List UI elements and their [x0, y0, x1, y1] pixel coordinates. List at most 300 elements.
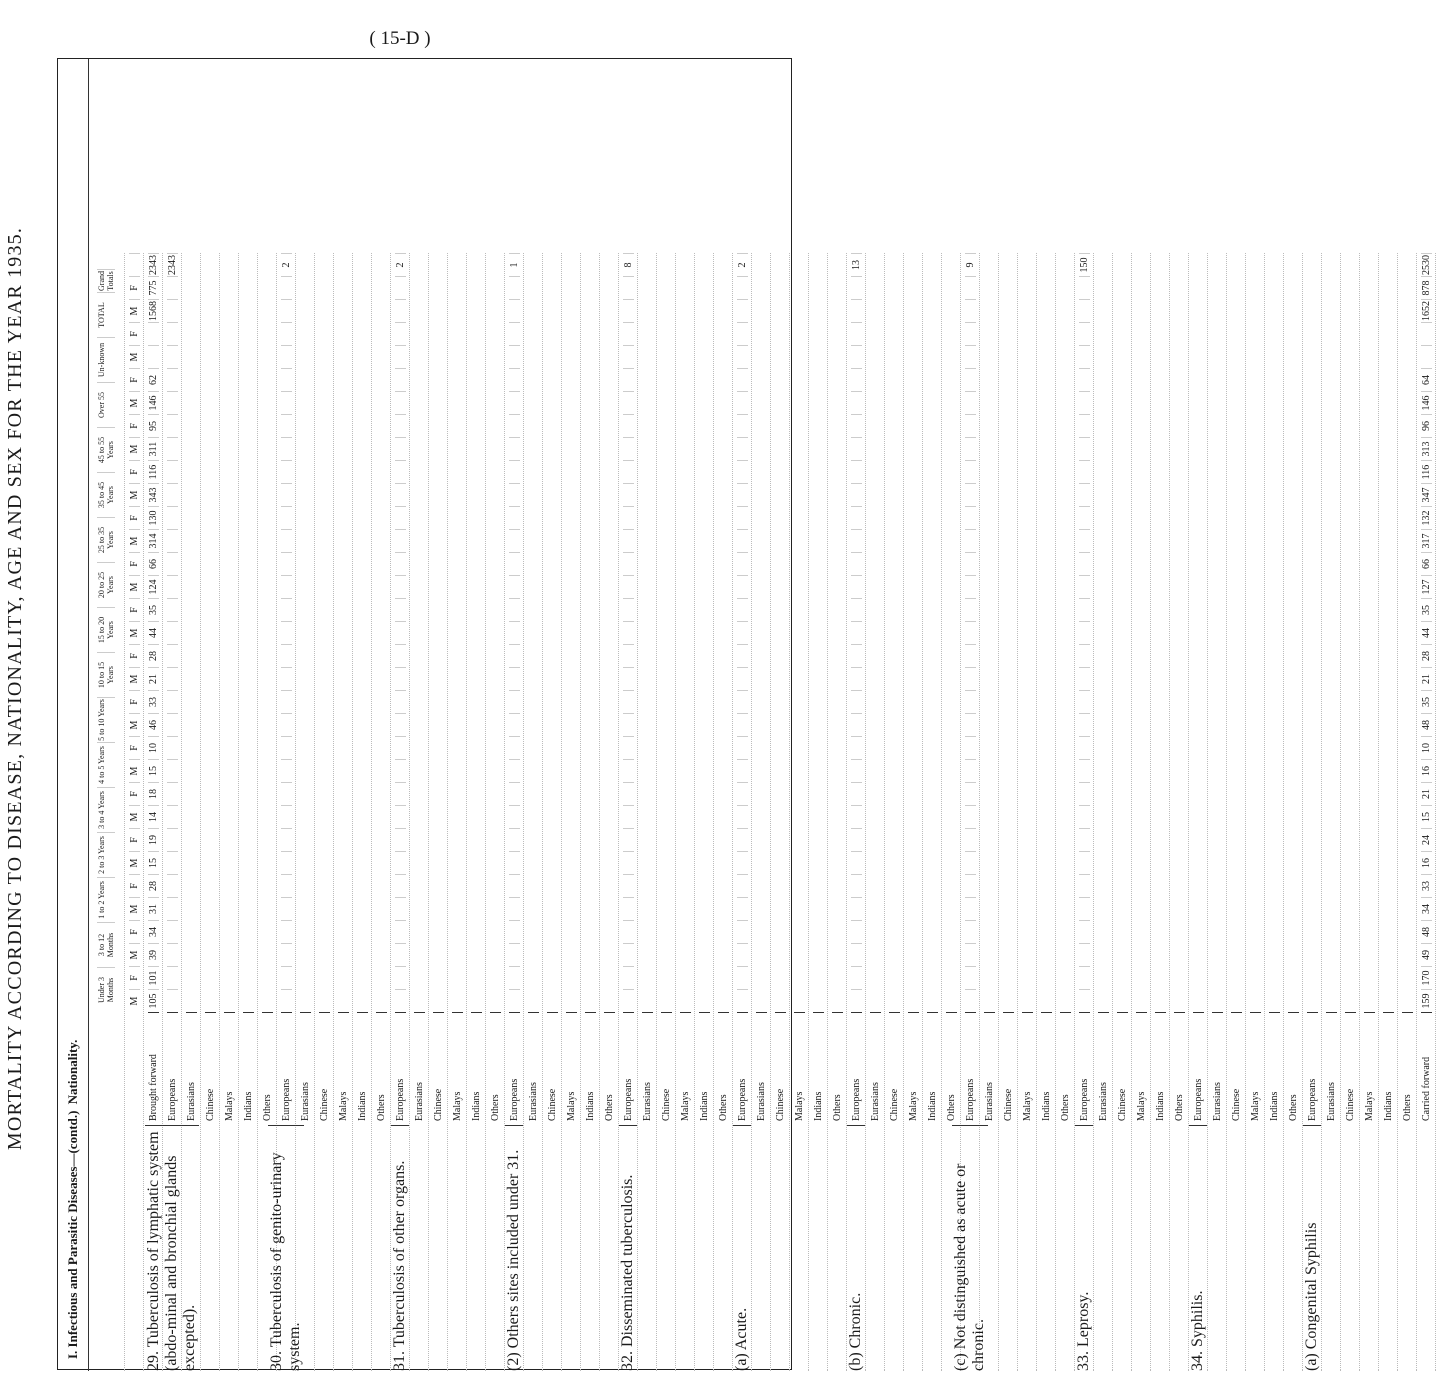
value-cell — [395, 414, 406, 437]
value-cell — [395, 644, 406, 667]
value-cell: 28 — [1421, 644, 1432, 667]
value-cell — [623, 529, 634, 552]
nationality-cell: Chinese — [661, 1012, 672, 1125]
nationality-cell: Indians — [699, 1012, 710, 1125]
value-cell — [395, 299, 406, 322]
value-cell — [851, 391, 862, 414]
value-cell — [1079, 529, 1090, 552]
nationality-row — [1303, 253, 1322, 1371]
age-group-label: Over 55 — [97, 382, 115, 427]
page-title — [2, 0, 28, 1377]
value-cell — [737, 276, 748, 299]
age-group-label: 20 to 25 Years — [97, 562, 115, 607]
value-cell — [1079, 759, 1090, 782]
value-cell — [851, 782, 862, 805]
value-cell — [509, 874, 520, 897]
value-cell — [395, 989, 406, 1012]
nationality-cell: Malays — [224, 1012, 235, 1125]
value-cell — [395, 391, 406, 414]
nationality-row — [1379, 253, 1398, 1371]
value-cell — [1079, 989, 1090, 1012]
value-cell — [395, 966, 406, 989]
value-cell: 64 — [1421, 368, 1432, 391]
value-cell: 311 — [148, 437, 159, 460]
value-cell: M — [129, 621, 140, 644]
value-cell — [509, 460, 520, 483]
value-cell: F — [129, 276, 140, 299]
value-cell — [281, 276, 292, 299]
value-cell — [737, 598, 748, 621]
value-cell — [1079, 575, 1090, 598]
value-cell: 96 — [1421, 414, 1432, 437]
value-cell — [395, 437, 406, 460]
value-cell — [623, 621, 634, 644]
value-cell — [167, 529, 178, 552]
value-cell — [965, 920, 976, 943]
value-cell — [623, 368, 634, 391]
value-cell — [737, 920, 748, 943]
value-cell — [737, 552, 748, 575]
value-cell — [1079, 805, 1090, 828]
mortality-table — [57, 58, 1432, 1371]
value-cell — [965, 828, 976, 851]
value-cell — [1079, 874, 1090, 897]
value-cell — [509, 345, 520, 368]
nationality-row — [201, 253, 220, 1371]
value-cell: F — [129, 690, 140, 713]
nationality-row — [391, 253, 410, 1371]
nationality-row — [1170, 253, 1189, 1371]
value-cell — [509, 368, 520, 391]
value-cell — [737, 966, 748, 989]
value-cell — [281, 805, 292, 828]
value-cell — [281, 828, 292, 851]
nationality-cell: Malays — [680, 1012, 691, 1125]
value-cell — [281, 759, 292, 782]
nationality-cell: Brought forward — [148, 1012, 159, 1125]
nationality-cell: Chinese — [205, 1012, 216, 1125]
nationality-cell: Indians — [471, 1012, 482, 1125]
value-cell — [509, 989, 520, 1012]
value-cell — [509, 391, 520, 414]
nationality-cell: Indians — [243, 1012, 254, 1125]
value-cell — [509, 575, 520, 598]
value-cell — [965, 713, 976, 736]
value-cell — [623, 322, 634, 345]
value-cell — [623, 851, 634, 874]
nationality-row — [771, 253, 790, 1371]
nationality-cell: Malays — [1136, 1012, 1147, 1125]
value-cell — [509, 828, 520, 851]
nationality-row — [904, 253, 923, 1371]
value-cell — [851, 713, 862, 736]
value-cell — [1079, 897, 1090, 920]
value-cell: 159 — [1421, 989, 1432, 1012]
value-cell: 33 — [1421, 874, 1432, 897]
nationality-cell: Malays — [452, 1012, 463, 1125]
nationality-row — [600, 253, 619, 1371]
value-cell — [851, 736, 862, 759]
value-cell — [395, 621, 406, 644]
value-cell — [281, 345, 292, 368]
value-cell — [395, 529, 406, 552]
value-cell — [281, 851, 292, 874]
nationality-cell: Europeans — [1079, 1012, 1090, 1125]
value-cell — [509, 506, 520, 529]
value-cell: 49 — [1421, 943, 1432, 966]
value-cell: M — [129, 529, 140, 552]
value-cell — [851, 506, 862, 529]
nationality-row — [1208, 253, 1227, 1371]
value-cell: 105 — [148, 989, 159, 1012]
nationality-cell: Malays — [338, 1012, 349, 1125]
value-cell — [851, 437, 862, 460]
value-cell: 35 — [1421, 690, 1432, 713]
value-cell: F — [129, 506, 140, 529]
value-cell — [737, 414, 748, 437]
value-cell — [167, 575, 178, 598]
value-cell — [395, 575, 406, 598]
value-cell — [167, 736, 178, 759]
value-cell — [623, 782, 634, 805]
value-cell: 1652 — [1420, 301, 1432, 321]
nationality-row — [448, 253, 467, 1371]
value-cell — [737, 345, 748, 368]
value-cell — [1079, 782, 1090, 805]
nationality-cell: Chinese — [1003, 1012, 1014, 1125]
nationality-cell: Malays — [908, 1012, 919, 1125]
page-title-text: MORTALITY ACCORDING TO DISEASE, NATIONALITY, AGE AND SEX FOR THE YEAR 1935. — [4, 226, 26, 1151]
value-cell — [1079, 322, 1090, 345]
nationality-cell: Europeans — [509, 1012, 520, 1125]
value-cell — [965, 759, 976, 782]
nationality-row — [1018, 253, 1037, 1371]
value-cell — [281, 391, 292, 414]
value-cells — [281, 253, 292, 1012]
value-cell — [737, 529, 748, 552]
nationality-cell: Malays — [794, 1012, 805, 1125]
nationality-row — [1265, 253, 1284, 1371]
value-cell — [623, 575, 634, 598]
nationality-cell: Chinese — [775, 1012, 786, 1125]
value-cell — [281, 667, 292, 690]
nationality-row — [1360, 253, 1379, 1371]
value-cell — [965, 805, 976, 828]
value-cell — [281, 690, 292, 713]
value-cell — [1079, 621, 1090, 644]
cause-cell: 34. Syphilis. — [1189, 1125, 1207, 1371]
value-cell: M — [129, 897, 140, 920]
nationality-cell: Europeans — [281, 1012, 292, 1125]
nationality-cell: Others — [1174, 1012, 1185, 1125]
value-cell — [281, 920, 292, 943]
value-cell — [1079, 966, 1090, 989]
value-cells — [623, 253, 634, 1012]
value-cell — [281, 529, 292, 552]
value-cell: 10 — [148, 736, 159, 759]
value-cell — [851, 368, 862, 391]
value-cell — [1079, 276, 1090, 299]
value-cell — [509, 299, 520, 322]
nationality-row — [790, 253, 809, 1371]
value-cell: 95 — [148, 414, 159, 437]
nationality-cell: Chinese — [547, 1012, 558, 1125]
value-cell — [1079, 460, 1090, 483]
nationality-row — [733, 253, 752, 1371]
value-cell — [395, 782, 406, 805]
value-cell — [167, 322, 178, 345]
value-cell: 21 — [1421, 782, 1432, 805]
value-cells — [1421, 253, 1432, 1012]
value-cell — [281, 621, 292, 644]
value-cell — [851, 598, 862, 621]
nationality-row — [638, 253, 657, 1371]
nationality-cell: Chinese — [1345, 1012, 1356, 1125]
value-cell: 18 — [148, 782, 159, 805]
nationality-cell: Eurasians — [642, 1012, 653, 1125]
value-cell — [167, 920, 178, 943]
value-cell — [623, 414, 634, 437]
value-cell: 8 — [623, 253, 634, 276]
rotated-table — [58, 59, 1432, 1371]
value-cell — [851, 552, 862, 575]
value-cell: M — [129, 437, 140, 460]
value-cell: 16 — [1421, 759, 1432, 782]
value-cell — [737, 460, 748, 483]
value-cell: F — [129, 322, 140, 345]
value-cell — [167, 897, 178, 920]
value-cell — [395, 805, 406, 828]
value-cell — [1079, 391, 1090, 414]
nationality-row — [885, 253, 904, 1371]
cause-cell: 30. Tuberculosis of genito-urinary system. — [268, 1125, 304, 1371]
nationality-cell: Carried forward — [1421, 1012, 1432, 1125]
value-cell — [395, 943, 406, 966]
value-cell — [509, 667, 520, 690]
value-cell: 878 — [1421, 276, 1432, 299]
value-cell — [965, 506, 976, 529]
value-cell — [281, 414, 292, 437]
value-cell — [395, 874, 406, 897]
nationality-cell: Others — [718, 1012, 729, 1125]
value-cell — [1079, 851, 1090, 874]
value-cell — [851, 345, 862, 368]
value-cell — [167, 391, 178, 414]
value-cell — [509, 966, 520, 989]
value-cell — [1079, 414, 1090, 437]
nationality-cell: Europeans — [737, 1012, 748, 1125]
value-cell: 28 — [148, 874, 159, 897]
value-cell — [167, 345, 178, 368]
value-cell — [737, 690, 748, 713]
value-cell — [395, 713, 406, 736]
value-cell — [851, 575, 862, 598]
nationality-row — [657, 253, 676, 1371]
value-cell — [965, 690, 976, 713]
value-cell — [623, 690, 634, 713]
value-cell — [851, 805, 862, 828]
nationality-row — [1037, 253, 1056, 1371]
value-cell — [167, 276, 178, 299]
value-cell — [167, 874, 178, 897]
value-cell — [737, 368, 748, 391]
nationality-row — [410, 253, 429, 1371]
value-cell — [281, 782, 292, 805]
table-header — [58, 59, 89, 1371]
value-cell — [509, 276, 520, 299]
value-cell — [167, 667, 178, 690]
value-cell: 62 — [148, 368, 159, 391]
value-cell: F — [129, 460, 140, 483]
value-cell — [281, 966, 292, 989]
value-cell: M — [129, 989, 140, 1012]
age-group-label: 15 to 20 Years — [97, 607, 115, 652]
value-cell: M — [129, 345, 140, 368]
nationality-row — [714, 253, 733, 1371]
value-cell: 31 — [148, 897, 159, 920]
value-cell — [965, 943, 976, 966]
nationality-header: Nationality. — [65, 1039, 80, 1105]
value-cell: 313 — [1421, 437, 1432, 460]
age-group-label: 10 to 15 Years — [97, 652, 115, 697]
nationality-row — [1322, 253, 1341, 1371]
nationality-row — [1246, 253, 1265, 1371]
value-cells — [1079, 253, 1090, 1012]
value-cell — [623, 299, 634, 322]
value-cell — [395, 483, 406, 506]
value-cell: F — [129, 552, 140, 575]
nationality-cell: Malays — [1364, 1012, 1375, 1125]
value-cell — [851, 874, 862, 897]
value-cell — [395, 368, 406, 391]
value-cell — [623, 828, 634, 851]
value-cell — [965, 874, 976, 897]
value-cell — [167, 299, 178, 322]
age-header-cells — [97, 269, 115, 1012]
value-cell — [623, 759, 634, 782]
nationality-cell: Eurasians — [528, 1012, 539, 1125]
value-cell — [1079, 667, 1090, 690]
value-cell — [737, 437, 748, 460]
value-cell — [395, 276, 406, 299]
value-cell: F — [129, 644, 140, 667]
value-cell — [851, 483, 862, 506]
value-cell: 48 — [1421, 713, 1432, 736]
value-cell — [737, 874, 748, 897]
age-header-row — [88, 253, 125, 1371]
nationality-row — [1075, 253, 1094, 1371]
value-cell: 150 — [1079, 253, 1090, 276]
value-cell — [395, 828, 406, 851]
value-cell — [509, 529, 520, 552]
value-cell — [509, 759, 520, 782]
value-cell — [1079, 437, 1090, 460]
nationality-cell: Others — [604, 1012, 615, 1125]
carried-forward-row — [1417, 253, 1436, 1371]
nationality-row — [268, 253, 303, 1371]
nationality-cell: Others — [832, 1012, 843, 1125]
sex-header-row — [125, 253, 144, 1371]
nationality-row — [562, 253, 581, 1371]
value-cell — [509, 736, 520, 759]
value-cell: 33 — [148, 690, 159, 713]
value-cell — [148, 345, 159, 368]
value-cell — [737, 828, 748, 851]
value-cell: 347 — [1421, 483, 1432, 506]
value-cell — [737, 989, 748, 1012]
page-number: ( 15-D ) — [369, 28, 431, 49]
value-cell — [1421, 345, 1432, 368]
nationality-cell: Europeans — [395, 1012, 406, 1125]
value-cell: 124 — [148, 575, 159, 598]
value-cell — [509, 437, 520, 460]
value-cell — [965, 391, 976, 414]
value-cell — [737, 483, 748, 506]
nationality-row — [543, 253, 562, 1371]
value-cell: 146 — [1421, 391, 1432, 414]
nationality-row — [999, 253, 1018, 1371]
nationality-row — [1132, 253, 1151, 1371]
nationality-row — [220, 253, 239, 1371]
value-cell — [851, 759, 862, 782]
nationality-row — [429, 253, 448, 1371]
value-cell — [851, 943, 862, 966]
nationality-row — [619, 253, 638, 1371]
value-cell — [965, 483, 976, 506]
value-cell — [281, 943, 292, 966]
nationality-row — [752, 253, 771, 1371]
value-cell — [965, 644, 976, 667]
value-cell — [1079, 483, 1090, 506]
value-cell — [281, 437, 292, 460]
value-cell — [281, 575, 292, 598]
value-cell — [281, 322, 292, 345]
nationality-cell: Eurasians — [984, 1012, 995, 1125]
value-cell: 2 — [395, 253, 406, 276]
value-cell — [167, 460, 178, 483]
value-cells — [129, 253, 140, 1012]
cause-cell: (c) Not distinguished as acute or chronic. — [952, 1125, 988, 1371]
value-cell — [395, 851, 406, 874]
value-cell — [737, 322, 748, 345]
value-cell — [395, 322, 406, 345]
value-cell: 314 — [148, 529, 159, 552]
nationality-cell: Eurasians — [756, 1012, 767, 1125]
nationality-cell: Eurasians — [1098, 1012, 1109, 1125]
value-cell — [1079, 828, 1090, 851]
value-cell — [281, 368, 292, 391]
value-cell — [1079, 598, 1090, 621]
value-cell: 19 — [148, 828, 159, 851]
nationality-row — [239, 253, 258, 1371]
nationality-row — [315, 253, 334, 1371]
age-group-label: 35 to 45 Years — [97, 472, 115, 517]
value-cell: 1 — [509, 253, 520, 276]
nationality-cell: Eurasians — [1212, 1012, 1223, 1125]
value-cell — [167, 552, 178, 575]
value-cell: 48 — [1421, 920, 1432, 943]
nationality-row — [372, 253, 391, 1371]
value-cell — [737, 759, 748, 782]
value-cell: F — [129, 368, 140, 391]
value-cell — [851, 529, 862, 552]
value-cell: 24 — [1421, 828, 1432, 851]
value-cell — [1079, 920, 1090, 943]
value-cell — [623, 552, 634, 575]
value-cell — [851, 621, 862, 644]
value-cell — [965, 851, 976, 874]
nationality-row — [1227, 253, 1246, 1371]
